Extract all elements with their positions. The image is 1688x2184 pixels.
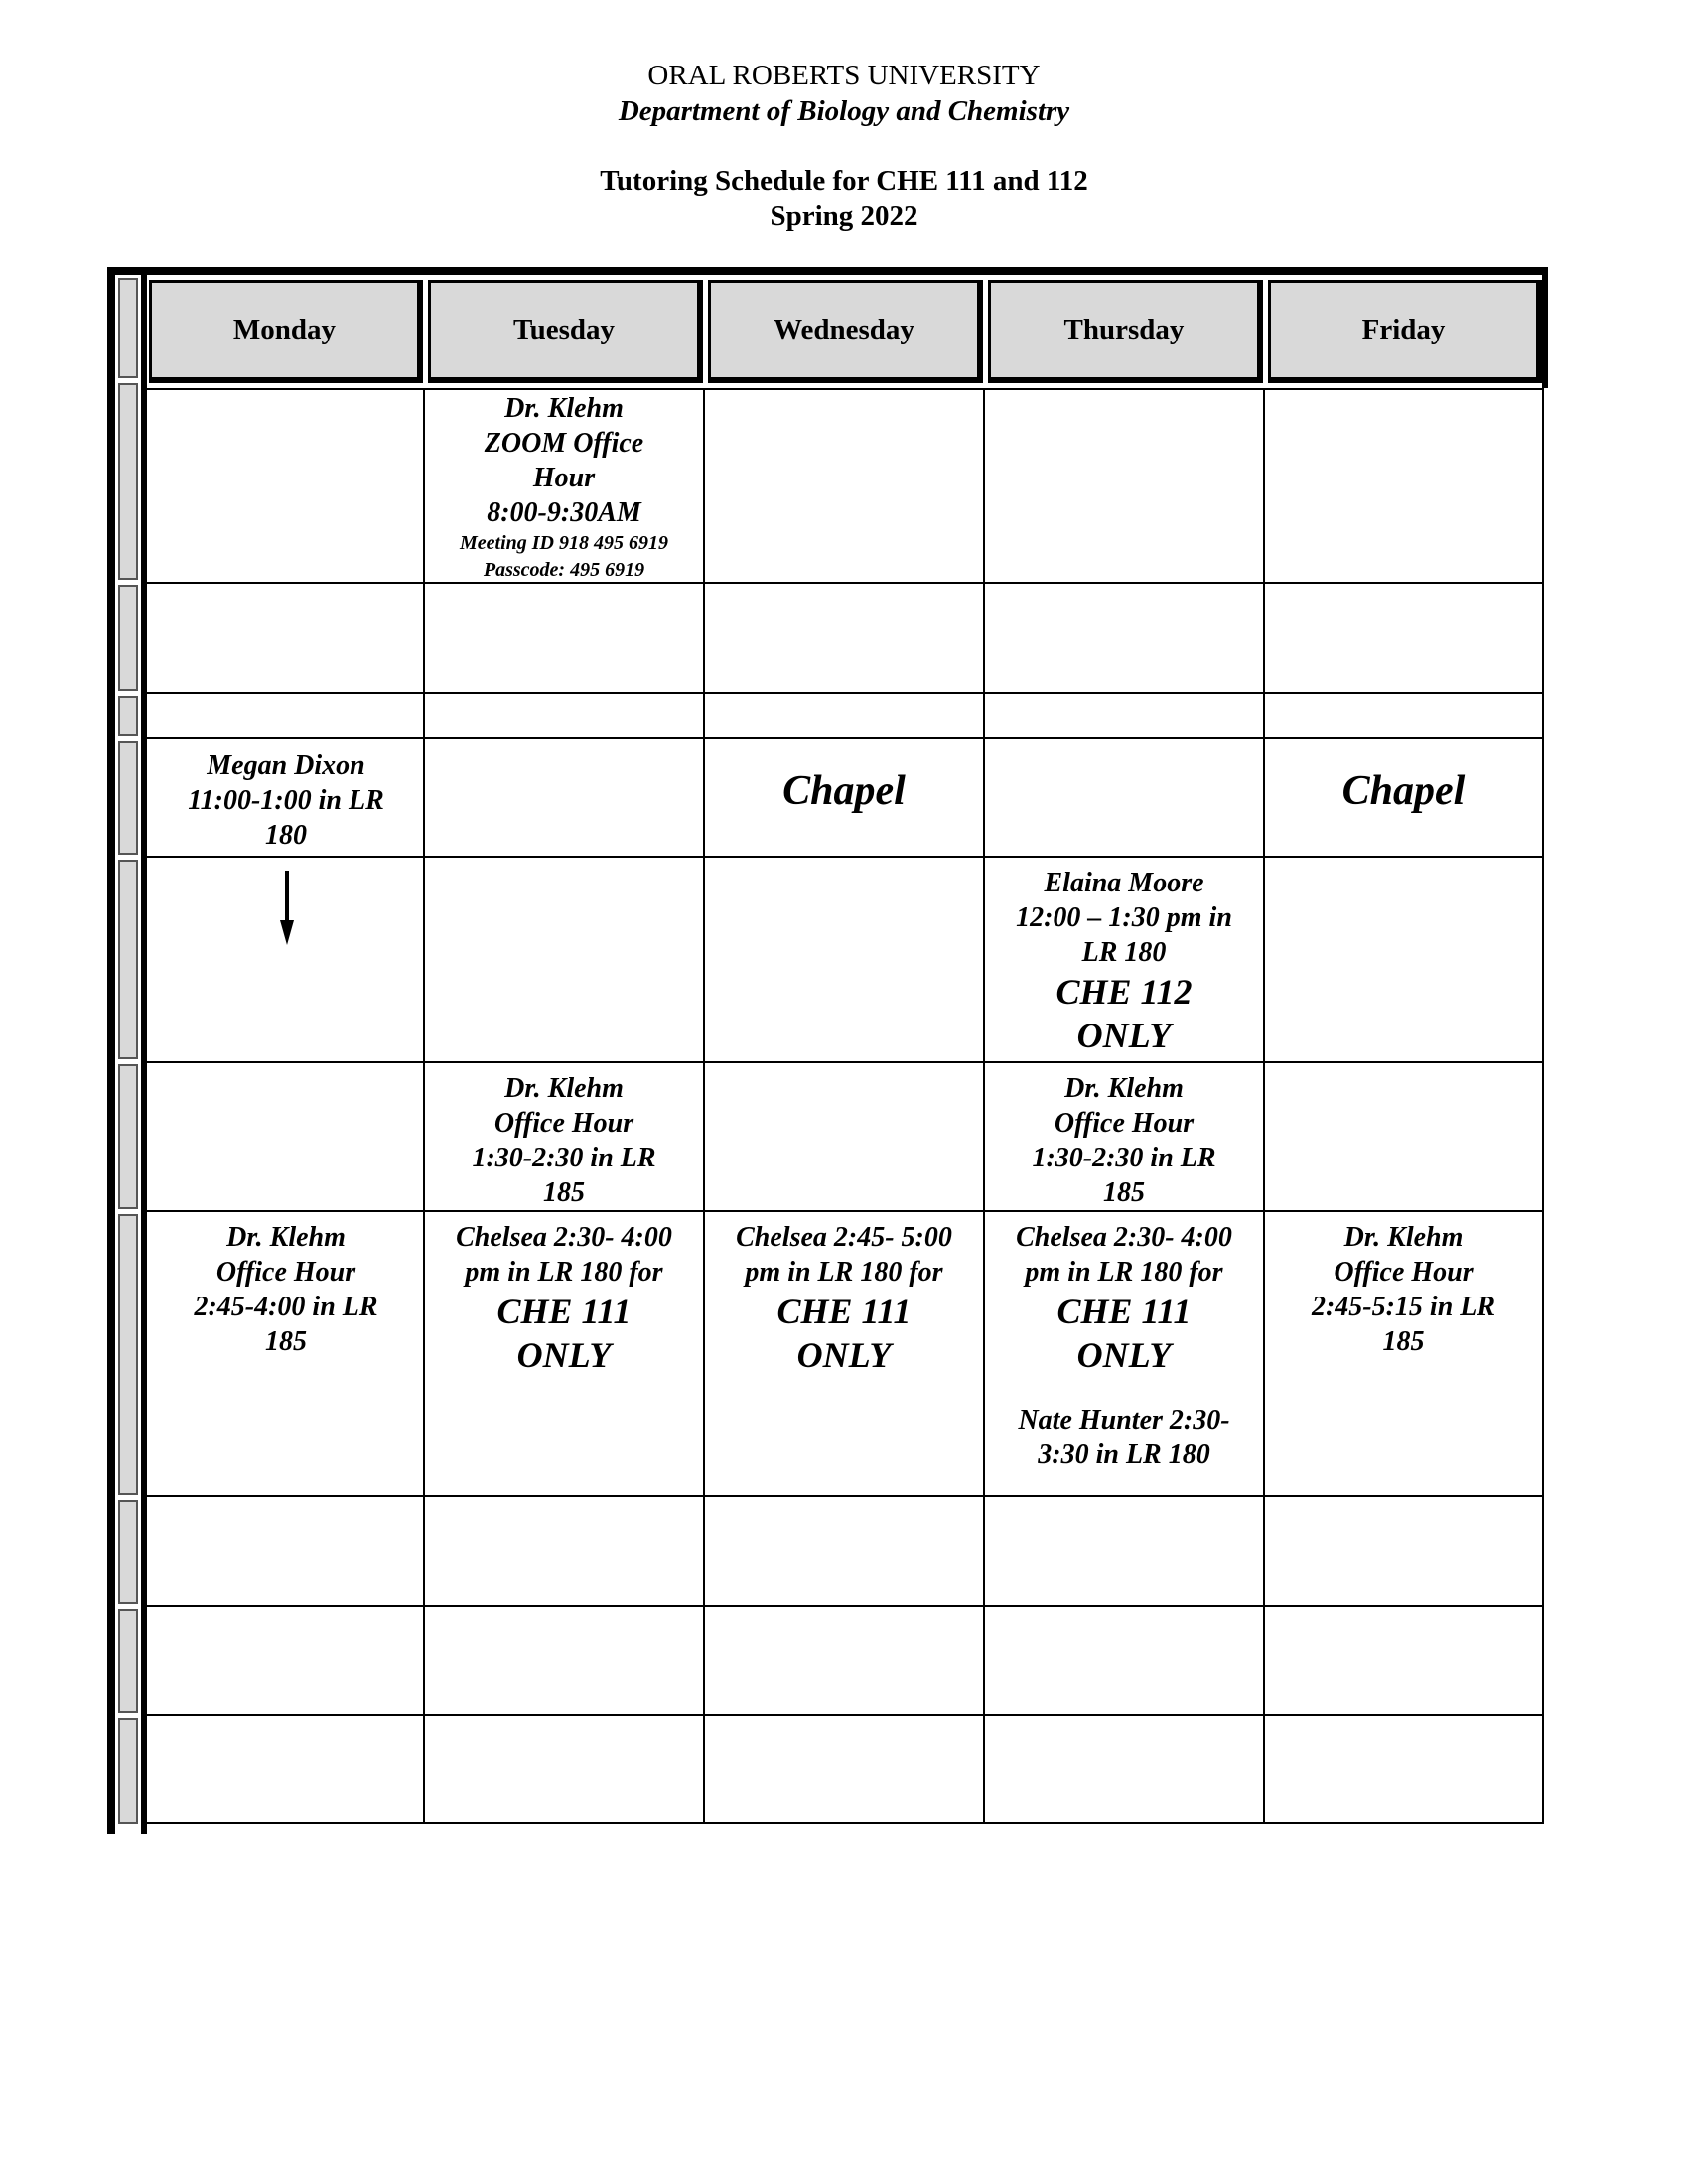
tuesday-klehm-office-hour [425,1071,703,1210]
row-marker [118,860,138,1059]
session-room: 185 [265,1326,307,1357]
session-time: Chelsea 2:30- 4:00 [1016,1222,1232,1253]
course-restriction: CHE 111 [776,1292,912,1331]
schedule-term: Spring 2022 [770,201,918,232]
grid-line [147,692,1543,694]
session-room: 3:30 in LR 180 [1038,1439,1210,1470]
grid-line [1542,388,1544,1824]
day-header-thursday: Thursday [988,280,1263,383]
thursday-chelsea-and-nate [985,1220,1263,1472]
tutor-name: Dr. Klehm [504,393,624,424]
grid-line [1263,388,1265,1824]
department-name: Department of Biology and Chemistry [618,95,1070,127]
row-marker [118,1718,138,1824]
course-restriction: ONLY [516,1335,612,1375]
row-marker [118,1500,138,1604]
row-marker [118,1214,138,1495]
grid-line [147,1714,1543,1716]
wednesday-chapel [705,768,983,814]
session-time: Nate Hunter 2:30- [1018,1405,1230,1435]
meeting-passcode: Passcode: 495 6919 [483,559,645,581]
tutor-name: Dr. Klehm [1064,1073,1184,1104]
session-room: 185 [1382,1326,1425,1357]
session-type: Office Hour [493,1108,634,1139]
grid-line [147,1822,1543,1824]
tutor-name: Megan Dixon [207,751,365,781]
friday-chapel [1265,768,1542,814]
monday-megan-dixon [149,749,423,853]
wednesday-chelsea [705,1220,983,1377]
grid-line [147,582,1543,584]
monday-klehm-office-hour [149,1220,423,1359]
row-marker [118,278,138,378]
continuation-arrow-icon [280,871,294,945]
day-header-friday: Friday [1268,280,1542,383]
session-time: 11:00-1:00 in LR [188,785,384,816]
row-marker [118,741,138,855]
meeting-id: Meeting ID 918 495 6919 [460,532,668,554]
grid-line [147,737,1543,739]
table-inner-left-border [141,267,147,1834]
session-type: Office Hour [1054,1108,1195,1139]
grid-line [147,1210,1543,1212]
session-room: pm in LR 180 for [1025,1257,1223,1288]
grid-line [147,1495,1543,1497]
session-type: Office Hour [1334,1257,1474,1288]
tuesday-zoom-office-hour [425,391,703,584]
course-restriction: ONLY [796,1335,892,1375]
row-marker [118,696,138,736]
day-header-tuesday: Tuesday [428,280,703,383]
thursday-elaina-moore [985,866,1263,1057]
session-type: Office Hour [215,1257,356,1288]
session-room: 185 [1103,1177,1145,1208]
session-room: LR 180 [1081,937,1167,968]
session-time: 1:30-2:30 in LR [1032,1143,1216,1173]
session-type: ZOOM Office [484,428,644,459]
row-marker [118,585,138,691]
day-header-wednesday: Wednesday [708,280,983,383]
chapel-label: Chapel [1341,768,1466,814]
course-restriction: CHE 112 [1055,972,1193,1012]
tuesday-chelsea [425,1220,703,1377]
session-time: 2:45-4:00 in LR [194,1292,378,1322]
grid-line [147,856,1543,858]
thursday-klehm-office-hour [985,1071,1263,1210]
table-top-border [107,267,1548,275]
friday-klehm-office-hour [1265,1220,1542,1359]
session-time: Chelsea 2:45- 5:00 [736,1222,952,1253]
grid-line [703,388,705,1824]
row-marker [118,1609,138,1713]
grid-line [147,1605,1543,1607]
session-time: 1:30-2:30 in LR [472,1143,656,1173]
tutor-name: Elaina Moore [1044,868,1204,898]
session-time: 12:00 – 1:30 pm in [1016,902,1232,933]
day-header-monday: Monday [149,280,423,383]
row-marker [118,383,138,580]
grid-line [147,388,1543,390]
session-time: Chelsea 2:30- 4:00 [456,1222,672,1253]
course-restriction: ONLY [1076,1016,1172,1055]
tutor-name: Dr. Klehm [226,1222,346,1253]
chapel-label: Chapel [782,768,906,814]
session-time: 8:00-9:30AM [487,497,641,528]
row-marker [118,1064,138,1209]
university-name: ORAL ROBERTS UNIVERSITY [647,60,1041,91]
session-room: 180 [265,820,307,851]
tutor-name: Dr. Klehm [1343,1222,1464,1253]
course-restriction: CHE 111 [496,1292,632,1331]
course-restriction: ONLY [1076,1335,1172,1375]
schedule-title: Tutoring Schedule for CHE 111 and 112 [600,165,1088,197]
session-room: pm in LR 180 for [745,1257,943,1288]
session-room: pm in LR 180 for [465,1257,663,1288]
table-left-border [107,267,115,1834]
session-time: 2:45-5:15 in LR [1311,1292,1496,1322]
grid-line [147,1061,1543,1063]
course-restriction: CHE 111 [1056,1292,1192,1331]
tutor-name: Dr. Klehm [504,1073,624,1104]
table-right-border [1542,267,1548,388]
session-type: Hour [532,463,596,493]
session-room: 185 [543,1177,585,1208]
